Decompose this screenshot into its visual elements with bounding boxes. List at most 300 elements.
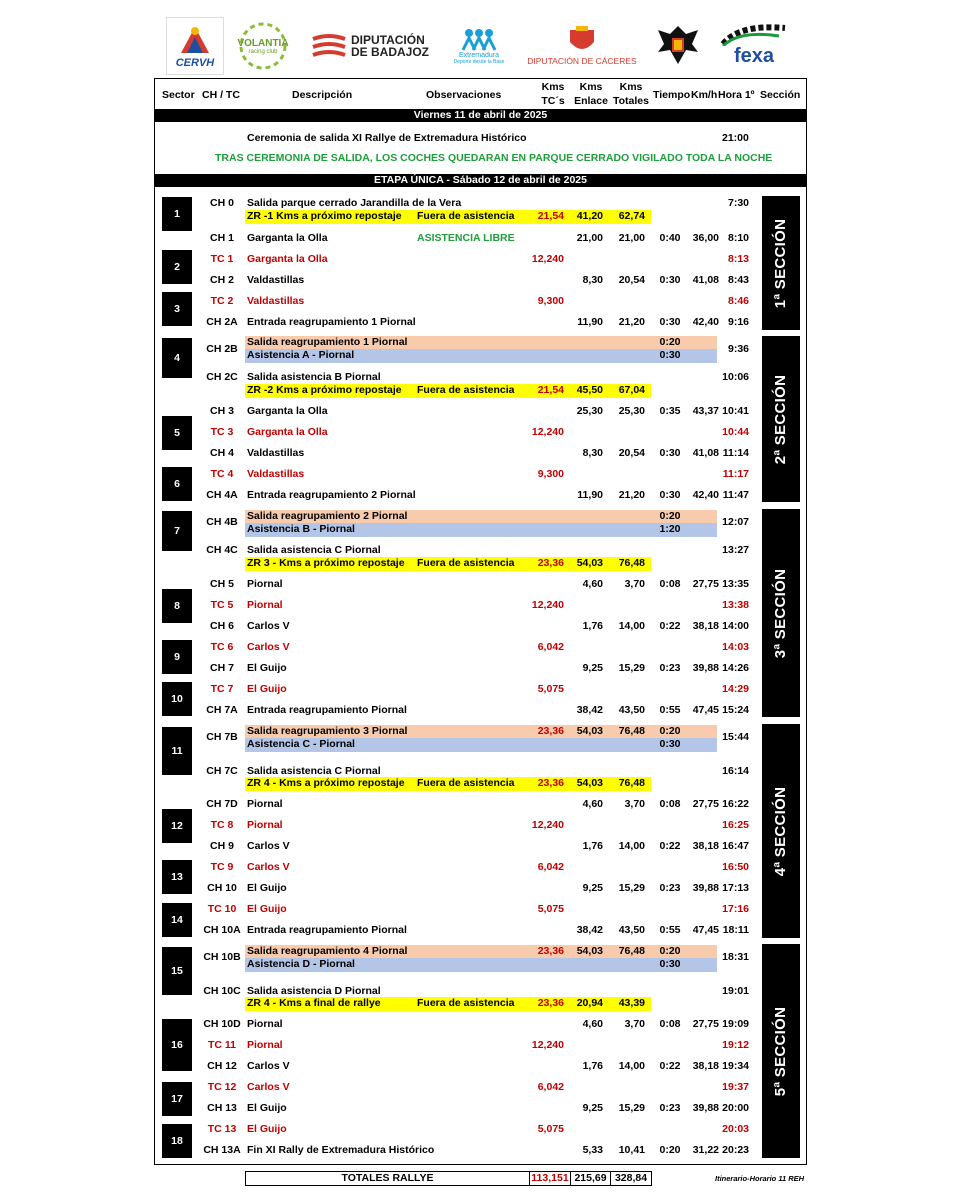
checkpoint-code: CH 10B bbox=[203, 951, 241, 963]
description: Garganta la Olla bbox=[247, 232, 328, 244]
kmh: 27,75 bbox=[692, 1018, 719, 1030]
sector-number: 7 bbox=[162, 511, 192, 551]
observations: Fuera de asistencia bbox=[417, 777, 515, 789]
refuel-zone-row bbox=[155, 210, 806, 224]
header-kms-totales-2: Totales bbox=[613, 95, 649, 107]
hora: 8:43 bbox=[727, 274, 749, 286]
description: El Guijo bbox=[247, 882, 287, 894]
hora: 15:24 bbox=[722, 704, 749, 716]
description: Entrada reagrupamiento 1 Piornal bbox=[247, 316, 416, 328]
kms-enlace: 1,76 bbox=[582, 840, 603, 852]
tiempo: 0:23 bbox=[659, 882, 681, 894]
table-row bbox=[155, 798, 806, 812]
kms-enlace: 4,60 bbox=[582, 798, 603, 810]
sector-number: 15 bbox=[162, 947, 192, 995]
header-tiempo: Tiempo bbox=[653, 89, 691, 101]
table-row bbox=[155, 516, 806, 530]
kms-tc: 21,54 bbox=[537, 210, 564, 222]
tiempo: 0:20 bbox=[659, 336, 681, 348]
description: Valdastillas bbox=[247, 274, 305, 286]
hora: 17:16 bbox=[722, 903, 749, 915]
badajoz-emblem-icon bbox=[311, 33, 347, 59]
checkpoint-code: TC 9 bbox=[210, 861, 234, 873]
description: Asistencia A - Piornal bbox=[247, 349, 355, 361]
tiempo: 0:30 bbox=[659, 316, 681, 328]
refuel-zone-row bbox=[155, 777, 806, 791]
description: Carlos V bbox=[247, 1081, 290, 1093]
hora: 8:46 bbox=[727, 295, 749, 307]
hora: 19:37 bbox=[722, 1081, 749, 1093]
sector-number: 17 bbox=[162, 1082, 192, 1116]
table-row bbox=[155, 1144, 806, 1158]
header-kms-enlace-2: Enlace bbox=[574, 95, 608, 107]
tiempo: 0:30 bbox=[659, 489, 681, 501]
table-row bbox=[155, 882, 806, 896]
kms-tc: 5,075 bbox=[537, 903, 564, 915]
kmh: 47,45 bbox=[692, 924, 719, 936]
totals-kms-totales: 328,84 bbox=[610, 1171, 652, 1186]
checkpoint-code: CH 6 bbox=[210, 620, 234, 632]
kms-tc: 21,54 bbox=[537, 384, 564, 396]
tiempo: 0:20 bbox=[659, 1144, 681, 1156]
kms-enlace: 38,42 bbox=[576, 704, 603, 716]
checkpoint-code: CH 2A bbox=[206, 316, 238, 328]
volantia-logo bbox=[233, 18, 293, 74]
kms-totales: 76,48 bbox=[618, 777, 645, 789]
kmh: 39,88 bbox=[692, 882, 719, 894]
kms-enlace: 45,50 bbox=[576, 384, 603, 396]
table-row bbox=[155, 274, 806, 288]
description: Asistencia D - Piornal bbox=[247, 958, 355, 970]
header-kms-tc-1: Kms bbox=[541, 81, 565, 93]
header-descripcion: Descripción bbox=[292, 89, 353, 101]
tiempo: 0:30 bbox=[659, 274, 681, 286]
sector-number: 1 bbox=[162, 197, 192, 231]
kmh: 38,18 bbox=[692, 620, 719, 632]
table-row bbox=[155, 704, 806, 718]
kms-totales: 15,29 bbox=[618, 662, 645, 674]
hora: 16:50 bbox=[722, 861, 749, 873]
table-row bbox=[155, 683, 806, 697]
volantia-logo-sub: racing club bbox=[248, 48, 278, 55]
kms-enlace: 5,33 bbox=[582, 1144, 603, 1156]
kmh: 38,18 bbox=[692, 840, 719, 852]
table-row bbox=[155, 489, 806, 503]
table-row bbox=[155, 426, 806, 440]
table-row bbox=[155, 343, 806, 357]
cervh-logo bbox=[166, 17, 224, 75]
tiempo: 0:08 bbox=[659, 1018, 681, 1030]
kms-totales: 67,04 bbox=[618, 384, 645, 396]
hora: 12:07 bbox=[722, 516, 749, 528]
kms-tc: 23,36 bbox=[537, 557, 564, 569]
kms-totales: 15,29 bbox=[618, 1102, 645, 1114]
sector-number: 14 bbox=[162, 903, 192, 937]
sector-number: 18 bbox=[162, 1124, 192, 1158]
description: Valdastillas bbox=[247, 447, 305, 459]
description: Valdastillas bbox=[247, 468, 305, 480]
kms-totales: 20,54 bbox=[618, 274, 645, 286]
description: Entrada reagrupamiento Piornal bbox=[247, 704, 407, 716]
kms-enlace: 9,25 bbox=[582, 1102, 603, 1114]
totals-kms-tc: 113,151 bbox=[529, 1171, 571, 1186]
checkpoint-code: CH 4A bbox=[206, 489, 238, 501]
kmh: 42,40 bbox=[692, 316, 719, 328]
description: Piornal bbox=[247, 1018, 283, 1030]
kms-totales: 15,29 bbox=[618, 882, 645, 894]
table-row bbox=[155, 1018, 806, 1032]
checkpoint-code: TC 1 bbox=[210, 253, 234, 265]
table-row bbox=[155, 641, 806, 655]
hora: 16:25 bbox=[722, 819, 749, 831]
checkpoint-code: CH 2C bbox=[206, 371, 238, 383]
hora: 9:36 bbox=[727, 343, 749, 355]
kms-totales: 21,20 bbox=[618, 316, 645, 328]
description: Valdastillas bbox=[247, 295, 305, 307]
checkpoint-code: TC 11 bbox=[207, 1039, 236, 1051]
hora: 13:27 bbox=[722, 544, 749, 556]
description: Salida reagrupamiento 4 Piornal bbox=[247, 945, 408, 957]
kmh: 42,40 bbox=[692, 489, 719, 501]
kms-tc: 9,300 bbox=[537, 468, 564, 480]
kms-tc: 5,075 bbox=[537, 683, 564, 695]
description: Garganta la Olla bbox=[247, 405, 328, 417]
badajoz-logo-sub: DE BADAJOZ bbox=[350, 45, 429, 59]
description: El Guijo bbox=[247, 683, 287, 695]
hora: 11:47 bbox=[722, 489, 749, 501]
coat-of-arms-logo bbox=[655, 20, 701, 70]
section-label: 1ª SECCIÓN bbox=[772, 218, 790, 308]
fexa-logo bbox=[718, 20, 790, 70]
kms-enlace: 9,25 bbox=[582, 882, 603, 894]
section-label: 5ª SECCIÓN bbox=[772, 1006, 790, 1096]
table-row bbox=[155, 840, 806, 854]
sector-number: 16 bbox=[162, 1019, 192, 1071]
checkpoint-code: CH 7C bbox=[206, 765, 238, 777]
description: ZR -1 Kms a próximo repostaje bbox=[247, 210, 402, 222]
kms-tc: 12,240 bbox=[531, 1039, 564, 1051]
hora: 18:11 bbox=[722, 924, 749, 936]
kms-totales: 3,70 bbox=[624, 1018, 645, 1030]
hora: 8:13 bbox=[727, 253, 749, 265]
refuel-zone-row bbox=[155, 997, 806, 1011]
kmh: 41,08 bbox=[692, 274, 719, 286]
table-row bbox=[155, 371, 806, 385]
table-row bbox=[155, 316, 806, 330]
sector-number: 2 bbox=[162, 250, 192, 284]
kms-totales: 20,54 bbox=[618, 447, 645, 459]
header-sector: Sector bbox=[162, 89, 195, 101]
kms-tc: 23,36 bbox=[537, 777, 564, 789]
hora: 13:35 bbox=[722, 578, 749, 590]
kms-enlace: 21,00 bbox=[576, 232, 603, 244]
kms-totales: 76,48 bbox=[618, 725, 645, 737]
description: Carlos V bbox=[247, 840, 290, 852]
kms-totales: 25,30 bbox=[618, 405, 645, 417]
table-row bbox=[155, 232, 806, 246]
kms-enlace: 1,76 bbox=[582, 620, 603, 632]
checkpoint-code: TC 8 bbox=[210, 819, 234, 831]
table-row bbox=[155, 544, 806, 558]
table-row bbox=[155, 1123, 806, 1137]
date-bar-viernes: Viernes 11 de abril de 2025 bbox=[155, 109, 806, 122]
checkpoint-code: TC 2 bbox=[210, 295, 234, 307]
tiempo: 0:23 bbox=[659, 662, 681, 674]
checkpoint-code: TC 5 bbox=[210, 599, 234, 611]
hora: 19:34 bbox=[722, 1060, 749, 1072]
kmh: 31,22 bbox=[692, 1144, 719, 1156]
table-row bbox=[155, 253, 806, 267]
header-ch-tc: CH / TC bbox=[202, 89, 240, 101]
observations: Fuera de asistencia bbox=[417, 384, 515, 396]
kmh: 27,75 bbox=[692, 798, 719, 810]
itinerary-table bbox=[154, 78, 807, 1165]
volantia-logo-text: VOLANTIA bbox=[237, 37, 289, 49]
hora: 17:13 bbox=[722, 882, 749, 894]
tiempo: 0:40 bbox=[659, 232, 681, 244]
tiempo: 0:30 bbox=[659, 958, 681, 970]
description: Piornal bbox=[247, 819, 283, 831]
checkpoint-code: CH 7D bbox=[206, 798, 238, 810]
description: Asistencia B - Piornal bbox=[247, 523, 355, 535]
kms-totales: 3,70 bbox=[624, 578, 645, 590]
tiempo: 0:55 bbox=[659, 924, 681, 936]
tiempo: 0:55 bbox=[659, 704, 681, 716]
table-row bbox=[155, 1039, 806, 1053]
kms-tc: 6,042 bbox=[537, 1081, 564, 1093]
checkpoint-code: CH 10C bbox=[203, 985, 241, 997]
refuel-zone-row bbox=[155, 557, 806, 571]
eagle-icon bbox=[656, 22, 700, 68]
kms-tc: 6,042 bbox=[537, 861, 564, 873]
checkpoint-code: CH 2 bbox=[210, 274, 234, 286]
hora: 15:44 bbox=[722, 731, 749, 743]
kms-tc: 12,240 bbox=[531, 253, 564, 265]
description: Salida asistencia D Piornal bbox=[247, 985, 381, 997]
hora: 16:47 bbox=[722, 840, 749, 852]
ceremonia-hora: 21:00 bbox=[722, 132, 749, 144]
sector-number: 4 bbox=[162, 338, 192, 378]
extremadura-logo-text: Extremadura bbox=[458, 51, 500, 59]
tiempo: 0:20 bbox=[659, 725, 681, 737]
checkpoint-code: CH 0 bbox=[210, 197, 234, 209]
hora: 19:09 bbox=[722, 1018, 749, 1030]
header-kms-enlace-1: Kms bbox=[579, 81, 603, 93]
header-kms-tc-2: TC´s bbox=[541, 95, 565, 107]
hora: 18:31 bbox=[722, 951, 749, 963]
checkpoint-code: CH 12 bbox=[207, 1060, 237, 1072]
kms-enlace: 4,60 bbox=[582, 578, 603, 590]
table-row bbox=[155, 447, 806, 461]
header-hora: Hora 1º bbox=[718, 89, 755, 101]
description: Entrada reagrupamiento Piornal bbox=[247, 924, 407, 936]
checkpoint-code: TC 12 bbox=[207, 1081, 237, 1093]
checkpoint-code: CH 2B bbox=[206, 343, 238, 355]
tiempo: 0:23 bbox=[659, 1102, 681, 1114]
description: Asistencia C - Piornal bbox=[247, 738, 355, 750]
sector-number: 5 bbox=[162, 416, 192, 450]
kms-enlace: 11,90 bbox=[577, 489, 603, 501]
kmh: 38,18 bbox=[692, 1060, 719, 1072]
hora: 16:22 bbox=[722, 798, 749, 810]
section-label: 4ª SECCIÓN bbox=[772, 786, 790, 876]
description: ZR -2 Kms a próximo repostaje bbox=[247, 384, 402, 396]
checkpoint-code: CH 7B bbox=[206, 731, 238, 743]
table-row bbox=[155, 468, 806, 482]
kmh: 47,45 bbox=[692, 704, 719, 716]
table-row bbox=[155, 731, 806, 745]
description: Salida reagrupamiento 2 Piornal bbox=[247, 510, 408, 522]
description: Carlos V bbox=[247, 861, 290, 873]
kms-totales: 14,00 bbox=[618, 1060, 645, 1072]
caceres-emblem-icon bbox=[566, 26, 598, 56]
hora: 19:01 bbox=[722, 985, 749, 997]
observations: Fuera de asistencia bbox=[417, 557, 515, 569]
sector-number: 6 bbox=[162, 467, 192, 501]
table-row bbox=[155, 620, 806, 634]
tiempo: 0:30 bbox=[659, 447, 681, 459]
kms-tc: 23,36 bbox=[537, 945, 564, 957]
checkpoint-code: TC 7 bbox=[210, 683, 234, 695]
checkpoint-code: CH 4 bbox=[210, 447, 234, 459]
hora: 20:23 bbox=[722, 1144, 749, 1156]
sector-number: 8 bbox=[162, 589, 192, 623]
kms-tc: 9,300 bbox=[537, 295, 564, 307]
kms-totales: 43,50 bbox=[618, 704, 645, 716]
checkpoint-code: CH 13A bbox=[203, 1144, 241, 1156]
hora: 14:26 bbox=[722, 662, 749, 674]
description: El Guijo bbox=[247, 662, 287, 674]
sector-number: 9 bbox=[162, 640, 192, 674]
tiempo: 0:35 bbox=[659, 405, 681, 417]
extremadura-logo-sub: Deporte desde la Base bbox=[453, 58, 505, 65]
hora: 14:29 bbox=[722, 683, 749, 695]
kms-tc: 12,240 bbox=[531, 426, 564, 438]
header-kmh: Km/h bbox=[691, 89, 718, 101]
hora: 8:10 bbox=[727, 232, 749, 244]
hora: 14:00 bbox=[722, 620, 749, 632]
description: Piornal bbox=[247, 798, 283, 810]
kms-tc: 6,042 bbox=[537, 641, 564, 653]
table-row bbox=[155, 861, 806, 875]
refuel-zone-row bbox=[155, 384, 806, 398]
tiempo: 0:30 bbox=[659, 349, 681, 361]
tiempo: 0:22 bbox=[659, 1060, 681, 1072]
table-row bbox=[155, 819, 806, 833]
description: Carlos V bbox=[247, 1060, 290, 1072]
fexa-logo-text: fexa bbox=[733, 45, 775, 67]
kms-enlace: 8,30 bbox=[582, 447, 603, 459]
hora: 10:06 bbox=[722, 371, 749, 383]
hora: 20:03 bbox=[722, 1123, 749, 1135]
checkpoint-code: CH 3 bbox=[210, 405, 234, 417]
hora: 19:12 bbox=[722, 1039, 749, 1051]
checkered-flag-icon bbox=[719, 24, 789, 46]
kms-enlace: 1,76 bbox=[582, 1060, 603, 1072]
checkpoint-code: CH 13 bbox=[207, 1102, 237, 1114]
checkpoint-code: TC 4 bbox=[210, 468, 234, 480]
description: El Guijo bbox=[247, 903, 287, 915]
kms-tc: 12,240 bbox=[531, 599, 564, 611]
checkpoint-code: TC 3 bbox=[210, 426, 234, 438]
checkpoint-code: CH 4C bbox=[206, 544, 238, 556]
tiempo: 0:20 bbox=[659, 945, 681, 957]
sector-number: 3 bbox=[162, 292, 192, 326]
hora: 11:17 bbox=[722, 468, 749, 480]
totals-label: TOTALES RALLYE bbox=[245, 1171, 530, 1186]
description: Garganta la Olla bbox=[247, 253, 328, 265]
kms-totales: 3,70 bbox=[624, 798, 645, 810]
kmh: 36,00 bbox=[692, 232, 719, 244]
kms-enlace: 38,42 bbox=[576, 924, 603, 936]
sector-number: 12 bbox=[162, 809, 192, 843]
description: El Guijo bbox=[247, 1123, 287, 1135]
tiempo: 0:22 bbox=[659, 840, 681, 852]
kms-totales: 76,48 bbox=[618, 945, 645, 957]
table-row bbox=[155, 1060, 806, 1074]
table-row bbox=[155, 662, 806, 676]
table-row bbox=[155, 903, 806, 917]
badajoz-logo-text: DIPUTACIÓN bbox=[350, 33, 425, 47]
description: Garganta la Olla bbox=[247, 426, 328, 438]
section-label: 3ª SECCIÓN bbox=[772, 568, 790, 658]
kms-totales: 14,00 bbox=[618, 620, 645, 632]
kms-totales: 76,48 bbox=[618, 557, 645, 569]
table-row bbox=[155, 405, 806, 419]
table-row bbox=[155, 951, 806, 965]
kmh: 27,75 bbox=[692, 578, 719, 590]
description: Fin XI Rally de Extremadura Histórico bbox=[247, 1144, 435, 1156]
kms-tc: 12,240 bbox=[531, 819, 564, 831]
tiempo: 0:22 bbox=[659, 620, 681, 632]
kms-enlace: 54,03 bbox=[576, 557, 603, 569]
observations: Fuera de asistencia bbox=[417, 997, 515, 1009]
header-observaciones: Observaciones bbox=[426, 89, 502, 101]
kms-tc: 23,36 bbox=[537, 997, 564, 1009]
table-row bbox=[155, 1102, 806, 1116]
header-kms-totales-1: Kms bbox=[619, 81, 643, 93]
checkpoint-code: CH 4B bbox=[206, 516, 238, 528]
hora: 10:41 bbox=[722, 405, 749, 417]
kms-enlace: 41,20 bbox=[576, 210, 603, 222]
table-row bbox=[155, 578, 806, 592]
tiempo: 1:20 bbox=[659, 523, 681, 535]
hora: 10:44 bbox=[722, 426, 749, 438]
kms-enlace: 54,03 bbox=[576, 777, 603, 789]
kms-totales: 21,20 bbox=[618, 489, 645, 501]
kmh: 39,88 bbox=[692, 662, 719, 674]
tiempo: 0:08 bbox=[659, 798, 681, 810]
sector-number: 10 bbox=[162, 682, 192, 716]
tiempo: 0:20 bbox=[659, 510, 681, 522]
description: Salida asistencia C Piornal bbox=[247, 544, 381, 556]
kmh: 39,88 bbox=[692, 1102, 719, 1114]
diputacion-badajoz-logo bbox=[310, 28, 430, 64]
observations: ASISTENCIA LIBRE bbox=[417, 232, 515, 244]
hora: 11:14 bbox=[722, 447, 749, 459]
description: Piornal bbox=[247, 578, 283, 590]
checkpoint-code: CH 9 bbox=[210, 840, 234, 852]
description: Piornal bbox=[247, 599, 283, 611]
diputacion-caceres-logo bbox=[524, 22, 640, 70]
figures-icon bbox=[459, 28, 499, 52]
checkpoint-code: TC 13 bbox=[207, 1123, 237, 1135]
kms-tc: 23,36 bbox=[537, 725, 564, 737]
kms-totales: 62,74 bbox=[618, 210, 645, 222]
hora: 9:16 bbox=[727, 316, 749, 328]
hora: 20:00 bbox=[722, 1102, 749, 1114]
kmh: 41,08 bbox=[692, 447, 719, 459]
